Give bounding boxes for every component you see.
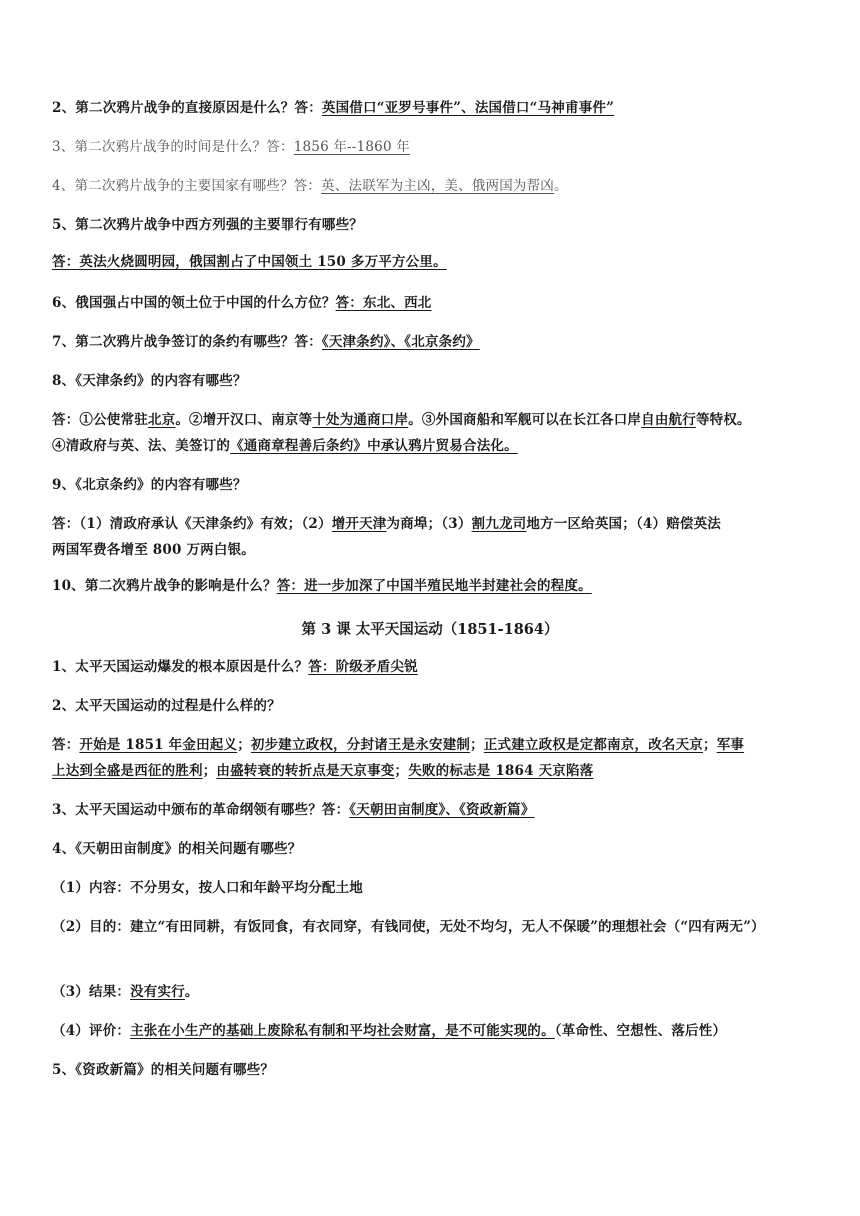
answer-text: 英、法联军为主凶，美、俄两国为帮凶 xyxy=(321,178,554,194)
answer-text: 《天津条约》、《北京条约》 xyxy=(321,334,480,350)
question-3 xyxy=(52,136,812,158)
punctuation: 。 xyxy=(554,178,568,194)
answer-text: 答：进一步加深了中国半殖民地半封建社会的程度。 xyxy=(276,578,592,594)
taiping-question-1 xyxy=(52,656,812,678)
taiping-4-result xyxy=(52,981,812,1003)
question-8 xyxy=(52,370,812,392)
taiping-question-4 xyxy=(52,838,812,860)
answer-8-line-1 xyxy=(52,409,812,431)
answer-key: 北京 xyxy=(147,412,176,428)
question-text: 4、《天朝田亩制度》的相关问题有哪些？ xyxy=(52,841,302,857)
answer-text: 为商埠；（3） xyxy=(386,516,472,532)
taiping-question-2 xyxy=(52,695,812,717)
answer-text: 地方一区给英国；（4）赔偿英法 xyxy=(526,516,722,532)
taiping-4-content: （1）内容：不分男女，按人口和年龄平均分配土地 xyxy=(52,880,363,896)
answer-key: 《通商章程善后条约》中承认鸦片贸易合法化。 xyxy=(230,438,518,454)
taiping-question-3 xyxy=(52,799,812,821)
answer-key: 军事 xyxy=(716,737,745,753)
answer-text: ； xyxy=(703,737,717,753)
answer-text: 答：（1）清政府承认《天津条约》有效；（2） xyxy=(52,516,332,532)
question-text: 2、太平天国运动的过程是什么样的？ xyxy=(52,698,281,714)
question-text: 5、第二次鸦片战争中西方列强的主要罪行有哪些？ xyxy=(52,217,363,233)
answer-text: ④清政府与英、法、美签订的 xyxy=(52,438,231,454)
answer-key: 正式建立政权是定都南京，改名天京 xyxy=(483,737,703,753)
taiping-answer-2-line-2 xyxy=(52,760,812,782)
answer-text: 答：东北、西北 xyxy=(335,295,432,311)
question-text: 7、第二次鸦片战争签订的条约有哪些？答： xyxy=(52,334,322,350)
answer-key: 没有实行 xyxy=(130,984,185,1000)
answer-text: 英国借口“亚罗号事件”、法国借口“马神甫事件” xyxy=(321,100,615,116)
answer-text: 答：①公使常驻 xyxy=(52,412,148,428)
answer-text: 答： xyxy=(52,737,80,753)
answer-key: 失败的标志是 1864 天京陷落 xyxy=(408,763,594,779)
answer-key: 十处为通商口岸 xyxy=(312,412,409,428)
answer-text: ； xyxy=(470,737,484,753)
answer-key: 割九龙司 xyxy=(471,516,527,532)
answer-text: 等特权。 xyxy=(695,412,751,428)
taiping-4-evaluation xyxy=(52,1020,812,1042)
question-text: 6、俄国强占中国的领土位于中国的什么方位？ xyxy=(52,295,336,311)
question-text: 2、第二次鸦片战争的直接原因是什么？答： xyxy=(52,100,322,116)
answer-9-line-2: 两国军费各增至 800 万两白银。 xyxy=(52,542,255,558)
question-text: 8、《天津条约》的内容有哪些？ xyxy=(52,373,247,389)
question-text: 5、《资政新篇》的相关问题有哪些？ xyxy=(52,1062,275,1078)
answer-key: 开始是 1851 年金田起义 xyxy=(79,737,238,753)
answer-key: 增开天津 xyxy=(331,516,387,532)
answer-text: 1856 年--1860 年 xyxy=(293,139,410,155)
answer-text: 。 xyxy=(184,984,199,1000)
question-text: 1、太平天国运动爆发的根本原因是什么？ xyxy=(52,659,309,675)
question-5 xyxy=(52,214,812,236)
answer-5: 答：英法火烧圆明园，俄国割占了中国领土 150 多万平方公里。 xyxy=(52,254,447,270)
question-9 xyxy=(52,474,812,496)
question-text: 3、太平天国运动中颁布的革命纲领有哪些？答： xyxy=(52,802,350,818)
question-text: 3、第二次鸦片战争的时间是什么？答： xyxy=(52,139,294,155)
answer-text: （3）结果： xyxy=(52,984,131,1000)
answer-key: 由盛转衰的转折点是天京事变 xyxy=(216,763,395,779)
answer-key: 初步建立政权，分封诸王是永安建制 xyxy=(250,737,471,753)
answer-text: ； xyxy=(394,763,409,779)
taiping-4-purpose: （2）目的：建立“有田同耕，有饭同食，有衣同穿，有钱同使，无处不均匀，无人不保暖”的理想社会（“四有两无”） xyxy=(52,919,765,935)
taiping-question-5 xyxy=(52,1059,812,1081)
question-text: 9、《北京条约》的内容有哪些？ xyxy=(52,477,247,493)
question-4 xyxy=(52,175,812,197)
question-10 xyxy=(52,575,812,597)
answer-text: 《天朝田亩制度》、《资政新篇》 xyxy=(349,802,535,818)
lesson-title: 第 3 课 太平天国运动（1851-1864） xyxy=(301,621,559,638)
question-2 xyxy=(52,97,812,119)
question-text: 10、第二次鸦片战争的影响是什么？ xyxy=(52,578,277,594)
answer-text: 答：阶级矛盾尖锐 xyxy=(308,659,418,675)
taiping-answer-2-line-1 xyxy=(52,734,812,756)
question-7 xyxy=(52,331,812,353)
answer-9-line-1 xyxy=(52,513,812,535)
answer-text: 。②增开汉口、南京等 xyxy=(175,412,313,428)
answer-text: （4）评价： xyxy=(52,1023,131,1039)
answer-text: （革命性、空想性、落后性） xyxy=(554,1023,727,1039)
answer-text: 。③外国商船和军舰可以在长江各口岸 xyxy=(408,412,642,428)
answer-text: ； xyxy=(237,737,251,753)
answer-key: 上达到全盛是西征的胜利 xyxy=(52,763,203,779)
answer-8-line-2 xyxy=(52,435,812,457)
answer-key: 主张在小生产的基础上废除私有制和平均社会财富，是不可能实现的。 xyxy=(130,1023,555,1039)
question-text: 4、第二次鸦片战争的主要国家有哪些？答： xyxy=(52,178,322,194)
answer-key: 自由航行 xyxy=(641,412,696,428)
answer-text: ； xyxy=(202,763,217,779)
question-6 xyxy=(52,292,812,314)
